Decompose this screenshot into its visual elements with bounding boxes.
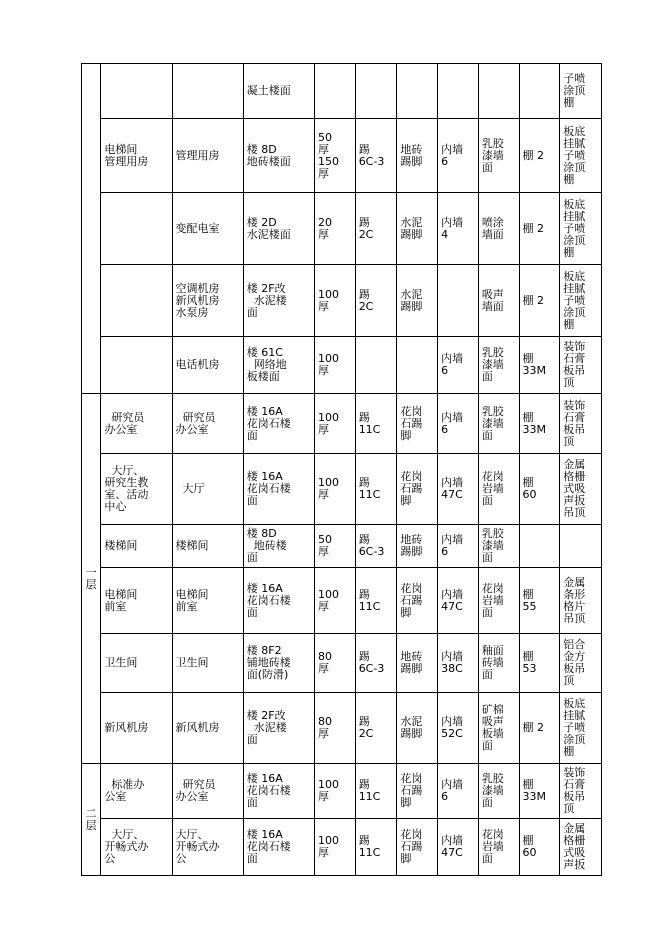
wall-code-cell: [438, 693, 479, 764]
ceiling-cell: [560, 64, 602, 119]
wall-finish-cell: [478, 64, 519, 119]
thickness-cell: [314, 525, 355, 568]
thickness-text: 50 厚: [317, 533, 332, 558]
skirting-cell: [397, 819, 438, 876]
skirting-cell: [397, 265, 438, 337]
room-cell: [172, 119, 243, 193]
floor-finish-cell: [243, 525, 314, 568]
wall-code-text: 内墙 52C: [441, 715, 464, 740]
wall-code-text: 内墙 6: [441, 410, 464, 436]
table-row: [82, 337, 602, 394]
wall-finish-text: 乳胶 漆墙 面: [481, 772, 504, 809]
skirting-cell: [397, 119, 438, 193]
ceiling-code-cell: [519, 819, 560, 876]
floor-finish-text: 楼 16A 花岗石楼 面: [246, 470, 291, 507]
skirting-cell: [397, 337, 438, 394]
room-cell: [172, 193, 243, 265]
wall-code-text: 内墙 6: [441, 778, 464, 803]
room-cell: [172, 265, 243, 337]
skirting-code-cell: [355, 337, 397, 394]
ceiling-text: 装饰 石膏 板吊 顶: [563, 340, 586, 389]
skirting-code-text: 踢 2C: [358, 215, 374, 241]
area-cell: [101, 265, 172, 337]
floor-label: 二层: [85, 806, 97, 832]
ceiling-code-text: 棚 33M: [522, 410, 547, 436]
wall-code-cell: [438, 525, 479, 568]
ceiling-code-text: 棚 2: [522, 293, 545, 307]
wall-finish-text: 乳胶 漆墙 面: [481, 404, 504, 442]
skirting-code-cell: [355, 64, 397, 119]
skirting-cell: [397, 394, 438, 454]
skirting-text: 花岗 石踢 脚: [400, 772, 423, 809]
skirting-cell: [397, 568, 438, 634]
thickness-cell: [314, 119, 355, 193]
skirting-code-text: 踢 6C-3: [358, 533, 385, 558]
thickness-cell: [314, 394, 355, 454]
ceiling-cell: [560, 265, 602, 337]
room-text: 新风机房: [175, 721, 220, 734]
area-cell: [101, 337, 172, 394]
ceiling-text: 装饰 石膏 板吊 顶: [563, 398, 586, 448]
floor-finish-cell: [243, 764, 314, 819]
room-text: 卫生间: [175, 656, 209, 669]
floor-finish-cell: [243, 394, 314, 454]
room-cell: [172, 693, 243, 764]
room-text: 电话机房: [175, 358, 220, 371]
thickness-text: 100 厚: [317, 476, 339, 501]
area-cell: [101, 693, 172, 764]
floor-finish-text: 楼 2F改 水泥楼 面: [246, 281, 287, 319]
floor-finish-cell: [243, 454, 314, 525]
skirting-code-cell: [355, 454, 397, 525]
floor-finish-cell: [243, 819, 314, 876]
wall-finish-cell: [478, 764, 519, 819]
wall-finish-cell: [478, 568, 519, 634]
ceiling-cell: [560, 568, 602, 634]
skirting-code-cell: [355, 193, 397, 265]
skirting-cell: [397, 693, 438, 764]
area-text: 电梯间 管理用房: [104, 142, 149, 168]
wall-code-text: 内墙 47C: [441, 476, 464, 501]
ceiling-cell: [560, 764, 602, 819]
room-text: 空调机房 新风机房 水泵房: [175, 281, 220, 319]
thickness-cell: [314, 764, 355, 819]
wall-code-text: 内墙 6: [441, 533, 464, 558]
floor-finish-text: 楼 61C 网络地 板楼面: [246, 346, 287, 383]
floor-finish-text: 楼 16A 花岗石楼 面: [246, 828, 291, 865]
thickness-text: 100 厚: [317, 352, 339, 377]
area-cell: [101, 764, 172, 819]
wall-finish-text: 釉面 砖墙 面: [481, 644, 504, 681]
ceiling-text: 装饰 石膏 板吊 顶: [563, 766, 586, 815]
skirting-code-text: 踢 2C: [358, 287, 374, 313]
area-cell: [101, 193, 172, 265]
ceiling-cell: [560, 337, 602, 394]
room-cell: [172, 394, 243, 454]
floor-finish-text: 楼 16A 花岗石楼 面: [246, 772, 291, 809]
wall-code-text: 内墙 6: [441, 142, 464, 168]
wall-code-cell: [438, 119, 479, 193]
ceiling-code-cell: [519, 634, 560, 693]
ceiling-code-text: 棚 33M: [522, 352, 547, 377]
wall-code-text: 内墙 47C: [441, 587, 464, 613]
wall-code-text: 内墙 4: [441, 215, 464, 241]
area-text: 新风机房: [104, 721, 149, 734]
wall-finish-cell: [478, 819, 519, 876]
table-row: [82, 525, 602, 568]
wall-finish-cell: [478, 394, 519, 454]
ceiling-code-text: 棚 60: [522, 834, 537, 859]
area-cell: [101, 819, 172, 876]
floor-finish-cell: [243, 693, 314, 764]
skirting-text: 地砖 踢脚: [400, 142, 423, 168]
skirting-code-text: 踢 11C: [358, 834, 381, 859]
wall-finish-text: 喷涂 墙面: [481, 215, 504, 241]
thickness-text: 100 厚: [317, 287, 339, 313]
area-text: 电梯间 前室: [104, 587, 138, 613]
thickness-text: 100 厚: [317, 834, 339, 859]
floor-label-cell: [82, 764, 101, 876]
thickness-text: 20 厚: [317, 215, 332, 241]
ceiling-cell: [560, 525, 602, 568]
ceiling-code-text: 棚 60: [522, 476, 537, 501]
ceiling-text: 板底 挂腻 子喷 涂顶 棚: [563, 197, 586, 259]
room-cell: [172, 525, 243, 568]
skirting-cell: [397, 64, 438, 119]
floor-finish-cell: [243, 634, 314, 693]
floor-label-cell: [82, 394, 101, 764]
room-text: 楼梯间: [175, 539, 209, 552]
floor-finish-cell: [243, 568, 314, 634]
table-row: [82, 394, 602, 454]
ceiling-code-cell: [519, 119, 560, 193]
wall-finish-cell: [478, 525, 519, 568]
thickness-cell: [314, 819, 355, 876]
area-cell: [101, 119, 172, 193]
skirting-code-cell: [355, 119, 397, 193]
room-text: 大厅、 开畅式办 公: [175, 828, 220, 865]
skirting-text: 水泥 踢脚: [400, 287, 423, 313]
room-cell: [172, 64, 243, 119]
ceiling-code-text: 棚 33M: [522, 778, 547, 803]
room-cell: [172, 568, 243, 634]
wall-finish-cell: [478, 193, 519, 265]
ceiling-text: 板底 挂腻 子喷 涂顶 棚: [563, 269, 586, 331]
ceiling-code-text: 棚 53: [522, 650, 537, 675]
area-cell: [101, 525, 172, 568]
wall-finish-cell: [478, 337, 519, 394]
skirting-code-text: 踢 11C: [358, 410, 381, 436]
ceiling-cell: [560, 193, 602, 265]
table-row: [82, 454, 602, 525]
room-cell: [172, 454, 243, 525]
ceiling-code-cell: [519, 454, 560, 525]
room-cell: [172, 634, 243, 693]
floor-finish-text: 楼 16A 花岗石楼 面: [246, 404, 291, 442]
area-text: 大厅、 开畅式办 公: [104, 828, 149, 865]
skirting-code-cell: [355, 693, 397, 764]
thickness-text: 100 厚: [317, 410, 339, 436]
area-text: 卫生间: [104, 656, 138, 669]
ceiling-code-text: 棚 2: [522, 148, 545, 162]
table-row: [82, 764, 602, 819]
wall-finish-cell: [478, 454, 519, 525]
skirting-code-cell: [355, 819, 397, 876]
floor-finish-cell: [243, 265, 314, 337]
wall-finish-text: 吸声 墙面: [481, 287, 504, 313]
skirting-text: 花岗 石踢 脚: [400, 404, 423, 442]
skirting-text: 地砖 踢脚: [400, 650, 423, 675]
thickness-cell: [314, 454, 355, 525]
ceiling-code-cell: [519, 337, 560, 394]
ceiling-code-cell: [519, 525, 560, 568]
ceiling-code-cell: [519, 193, 560, 265]
floor-label-cell: [82, 64, 101, 394]
room-cell: [172, 337, 243, 394]
thickness-cell: [314, 634, 355, 693]
ceiling-cell: [560, 819, 602, 876]
ceiling-cell: [560, 119, 602, 193]
table-row: [82, 64, 602, 119]
room-text: 大厅: [175, 482, 205, 495]
table-row: [82, 568, 602, 634]
skirting-cell: [397, 525, 438, 568]
wall-finish-text: 乳胶 漆墙 面: [481, 346, 504, 383]
wall-finish-cell: [478, 693, 519, 764]
skirting-cell: [397, 193, 438, 265]
wall-code-text: 内墙 38C: [441, 650, 464, 675]
table-row: [82, 119, 602, 193]
floor-finish-cell: [243, 193, 314, 265]
wall-code-cell: [438, 634, 479, 693]
wall-code-cell: [438, 193, 479, 265]
wall-finish-cell: [478, 634, 519, 693]
wall-code-cell: [438, 764, 479, 819]
skirting-text: 花岗 石踢 脚: [400, 470, 423, 507]
floor-finish-text: 凝土楼面: [246, 84, 291, 97]
area-cell: [101, 454, 172, 525]
floor-finish-cell: [243, 119, 314, 193]
skirting-code-cell: [355, 764, 397, 819]
ceiling-code-cell: [519, 568, 560, 634]
area-cell: [101, 394, 172, 454]
floor-finish-cell: [243, 337, 314, 394]
ceiling-code-cell: [519, 764, 560, 819]
wall-code-cell: [438, 64, 479, 119]
skirting-code-cell: [355, 568, 397, 634]
skirting-code-cell: [355, 394, 397, 454]
floor-finish-text: 楼 8D 地砖楼 面: [246, 527, 287, 564]
floor-finish-cell: [243, 64, 314, 119]
ceiling-code-text: 棚 2: [522, 721, 545, 734]
wall-code-cell: [438, 394, 479, 454]
finish-schedule-table: [81, 63, 602, 876]
thickness-text: 50 厚 150 厚: [317, 130, 339, 180]
floor-finish-text: 楼 8D 地砖楼面: [246, 142, 291, 168]
table-row: [82, 634, 602, 693]
skirting-code-cell: [355, 525, 397, 568]
floor-label: 一层: [85, 565, 97, 591]
thickness-text: 80 厚: [317, 650, 332, 675]
wall-finish-text: 花岗 岩墙 面: [481, 470, 504, 507]
room-cell: [172, 819, 243, 876]
wall-finish-text: 乳胶 漆墙 面: [481, 527, 504, 564]
wall-code-cell: [438, 819, 479, 876]
ceiling-code-cell: [519, 265, 560, 337]
ceiling-code-cell: [519, 394, 560, 454]
skirting-code-text: 踢 6C-3: [358, 650, 385, 675]
skirting-text: 水泥 踢脚: [400, 215, 423, 241]
skirting-code-cell: [355, 634, 397, 693]
skirting-text: 花岗 石踢 脚: [400, 828, 423, 865]
table-row: [82, 193, 602, 265]
skirting-code-text: 踢 11C: [358, 778, 381, 803]
area-text: 标准办 公室: [104, 778, 145, 803]
ceiling-text: 子喷 涂顶 棚: [563, 72, 586, 109]
skirting-cell: [397, 454, 438, 525]
ceiling-code-cell: [519, 693, 560, 764]
ceiling-code-cell: [519, 64, 560, 119]
wall-finish-text: 矿棉 吸声 板墙 面: [481, 703, 504, 752]
floor-finish-text: 楼 8F2 铺地砖楼 面(防滑): [246, 644, 291, 681]
thickness-cell: [314, 64, 355, 119]
skirting-text: 花岗 石踢 脚: [400, 581, 423, 619]
ceiling-code-text: 棚 55: [522, 587, 537, 613]
room-text: 电梯间 前室: [175, 587, 209, 613]
ceiling-cell: [560, 454, 602, 525]
area-cell: [101, 634, 172, 693]
wall-finish-cell: [478, 119, 519, 193]
area-text: 研究员 办公室: [104, 410, 145, 436]
area-cell: [101, 568, 172, 634]
wall-code-text: 内墙 6: [441, 352, 464, 377]
skirting-text: 地砖 踢脚: [400, 533, 423, 558]
area-text: 大厅、 研究生教 室、活动 中心: [104, 464, 149, 513]
floor-finish-text: 楼 2D 水泥楼面: [246, 215, 291, 241]
wall-finish-text: 乳胶 漆墙 面: [481, 136, 504, 174]
table-row: [82, 265, 602, 337]
ceiling-text: 板底 挂腻 子喷 涂顶 棚: [563, 697, 586, 758]
skirting-cell: [397, 634, 438, 693]
skirting-code-cell: [355, 265, 397, 337]
area-text: 楼梯间: [104, 539, 138, 552]
floor-finish-text: 楼 16A 花岗石楼 面: [246, 581, 291, 619]
thickness-cell: [314, 193, 355, 265]
ceiling-text: 金属 格栅 式吸 声扳 吊顶: [563, 458, 586, 519]
thickness-cell: [314, 568, 355, 634]
wall-code-cell: [438, 337, 479, 394]
skirting-code-text: 踢 2C: [358, 715, 374, 740]
skirting-code-text: 踢 6C-3: [358, 142, 385, 168]
table-row: [82, 693, 602, 764]
wall-finish-cell: [478, 265, 519, 337]
wall-finish-text: 花岗 岩墙 面: [481, 581, 504, 619]
skirting-text: 水泥 踢脚: [400, 715, 423, 740]
area-cell: [101, 64, 172, 119]
ceiling-text: 金属 条形 格片 吊顶: [563, 575, 586, 625]
thickness-cell: [314, 693, 355, 764]
thickness-text: 100 厚: [317, 587, 339, 613]
room-text: 研究员 办公室: [175, 778, 216, 803]
ceiling-cell: [560, 634, 602, 693]
ceiling-cell: [560, 394, 602, 454]
room-text: 管理用房: [175, 148, 220, 162]
thickness-cell: [314, 337, 355, 394]
wall-code-text: 内墙 47C: [441, 834, 464, 859]
skirting-code-text: 踢 11C: [358, 587, 381, 613]
skirting-cell: [397, 764, 438, 819]
wall-code-cell: [438, 568, 479, 634]
table-row: [82, 819, 602, 876]
room-text: 研究员 办公室: [175, 410, 216, 436]
room-text: 变配电室: [175, 221, 220, 235]
thickness-text: 100 厚: [317, 778, 339, 803]
wall-code-cell: [438, 265, 479, 337]
wall-finish-text: 花岗 岩墙 面: [481, 828, 504, 865]
room-cell: [172, 764, 243, 819]
thickness-text: 80 厚: [317, 715, 332, 740]
ceiling-text: 板底 挂腻 子喷 涂顶 棚: [563, 124, 586, 186]
thickness-cell: [314, 265, 355, 337]
wall-code-cell: [438, 454, 479, 525]
ceiling-cell: [560, 693, 602, 764]
ceiling-text: 铝合 金方 板吊 顶: [563, 638, 586, 687]
floor-finish-text: 楼 2F改 水泥楼 面: [246, 709, 287, 746]
ceiling-text: 金属 格栅 式吸 声扳: [563, 822, 586, 871]
ceiling-code-text: 棚 2: [522, 221, 545, 235]
skirting-code-text: 踢 11C: [358, 476, 381, 501]
